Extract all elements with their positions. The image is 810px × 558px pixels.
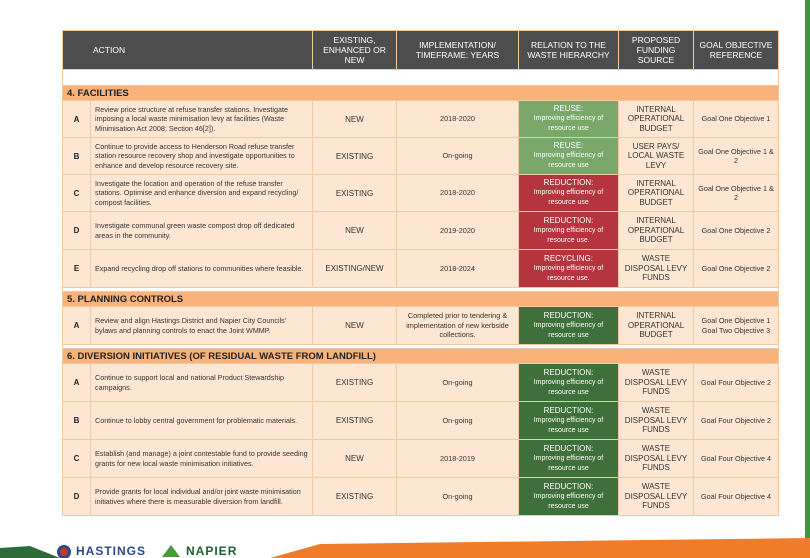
hierarchy-text: Improving efficiency of resource use.	[533, 226, 604, 244]
hierarchy-text: Improving efficiency of resource use	[533, 321, 604, 339]
header-status: EXISTING, ENHANCED OR NEW	[313, 31, 397, 70]
section-header	[63, 292, 779, 307]
row-letter: A	[63, 364, 91, 402]
row-letter: D	[63, 478, 91, 516]
status-cell: EXISTING/NEW	[313, 250, 397, 288]
header-relation: RELATION TO THE WASTE HIERARCHY	[519, 31, 619, 70]
header-goal: GOAL OBJECTIVE REFERENCE	[694, 31, 779, 70]
row-letter: B	[63, 402, 91, 440]
status-cell: NEW	[313, 307, 397, 345]
section-title: 5. PLANNING CONTROLS	[63, 292, 779, 307]
hierarchy-title: REUSE:	[553, 141, 584, 150]
funding-cell: INTERNAL OPERATIONAL BUDGET	[619, 101, 694, 138]
goal-cell: Goal Four Objective 4	[694, 440, 779, 478]
hierarchy-text: Improving efficiency of resource use	[533, 115, 604, 132]
table-row	[63, 478, 779, 516]
hierarchy-cell	[519, 440, 619, 478]
hierarchy-text: Improving efficiency of resource use	[533, 416, 604, 434]
hierarchy-text: Improving efficiency of resource use	[533, 152, 604, 169]
action-text: Investigate communal green waste compost drop off dedicated areas in the community.	[91, 212, 313, 250]
hierarchy-text: Improving efficiency of resource use.	[533, 264, 604, 282]
table-row	[63, 212, 779, 250]
section-spacer	[63, 70, 779, 86]
header-funding: PROPOSED FUNDING SOURCE	[619, 31, 694, 70]
action-text: Continue to support local and national Product Stewardship campaigns.	[91, 364, 313, 402]
implementation-cell: Completed prior to tendering & implementation of new kerbside collections.	[397, 307, 519, 345]
table-row	[63, 175, 779, 212]
row-letter: E	[63, 250, 91, 288]
goal-cell: Goal Four Objective 2	[694, 364, 779, 402]
goal-cell: Goal Four Objective 2	[694, 402, 779, 440]
hierarchy-title: REDUCTION:	[543, 367, 594, 377]
implementation-cell: On-going	[397, 138, 519, 175]
action-text: Continue to lobby central government for problematic materials.	[91, 402, 313, 440]
goal-cell: Goal One Objective 2	[694, 250, 779, 288]
funding-cell: INTERNAL OPERATIONAL BUDGET	[619, 212, 694, 250]
funding-cell: WASTE DISPOSAL LEVY FUNDS	[619, 440, 694, 478]
funding-cell: INTERNAL OPERATIONAL BUDGET	[619, 175, 694, 212]
hierarchy-title: REDUCTION:	[543, 443, 594, 453]
row-letter: B	[63, 138, 91, 175]
status-cell: EXISTING	[313, 478, 397, 516]
table-row	[63, 402, 779, 440]
hierarchy-text: Improving efficiency of resource use	[533, 492, 604, 510]
funding-cell: WASTE DISPOSAL LEVY FUNDS	[619, 364, 694, 402]
goal-cell: Goal One Objective 2	[694, 212, 779, 250]
table-row	[63, 138, 779, 175]
napier-logo	[160, 544, 237, 558]
hierarchy-title: REDUCTION:	[543, 178, 594, 187]
hierarchy-cell	[519, 364, 619, 402]
funding-cell: INTERNAL OPERATIONAL BUDGET	[619, 307, 694, 345]
action-text: Investigate the location and operation of the refuse transfer stations. Optimise and enhance diversion and expand recycling/ compost facilities.	[91, 175, 313, 212]
status-cell: NEW	[313, 101, 397, 138]
hierarchy-title: REDUCTION:	[543, 405, 594, 415]
funding-cell: WASTE DISPOSAL LEVY FUNDS	[619, 250, 694, 288]
status-cell: NEW	[313, 212, 397, 250]
implementation-cell: 2018-2020	[397, 101, 519, 138]
hastings-logo-text: HASTINGS	[76, 544, 147, 558]
hierarchy-cell	[519, 250, 619, 288]
table-row	[63, 307, 779, 345]
table-row	[63, 440, 779, 478]
table-row	[63, 101, 779, 138]
row-letter: A	[63, 101, 91, 138]
section-header	[63, 349, 779, 364]
hierarchy-cell	[519, 101, 619, 138]
action-text: Review price structure at refuse transfer stations. Investigate imposing a local waste minimisation levy at facilities (Waste Minimisation Act 2008; Section 46[2]).	[91, 101, 313, 138]
implementation-cell: 2018-2020	[397, 175, 519, 212]
row-letter: C	[63, 440, 91, 478]
goal-cell: Goal One Objective 1 & 2	[694, 175, 779, 212]
funding-cell: WASTE DISPOSAL LEVY FUNDS	[619, 478, 694, 516]
goal-cell: Goal One Objective 1 Goal Two Objective 3	[694, 307, 779, 345]
goal-cell: Goal One Objective 1 & 2	[694, 138, 779, 175]
hierarchy-cell	[519, 175, 619, 212]
funding-cell: WASTE DISPOSAL LEVY FUNDS	[619, 402, 694, 440]
status-cell: EXISTING	[313, 402, 397, 440]
table-row	[63, 250, 779, 288]
hierarchy-title: REDUCTION:	[543, 215, 594, 225]
row-letter: A	[63, 307, 91, 345]
action-text: Provide grants for local individual and/or joint waste minimisation initiatives where there is measurable diversion from landfill.	[91, 478, 313, 516]
hierarchy-text: Improving efficiency of resource use	[533, 378, 604, 396]
section-header	[63, 86, 779, 101]
goal-cell: Goal One Objective 1	[694, 101, 779, 138]
action-plan-table	[62, 30, 779, 516]
section-title: 4. FACILITIES	[63, 86, 779, 101]
page-edge-accent	[805, 0, 810, 558]
implementation-cell: On-going	[397, 402, 519, 440]
hierarchy-cell	[519, 307, 619, 345]
napier-logo-text: NAPIER	[186, 544, 238, 558]
hierarchy-title: REDUCTION:	[543, 310, 594, 320]
hierarchy-title: RECYCLING:	[544, 253, 593, 263]
implementation-cell: 2018-2019	[397, 440, 519, 478]
table-row	[63, 364, 779, 402]
row-letter: C	[63, 175, 91, 212]
hierarchy-title: REDUCTION:	[543, 481, 594, 491]
status-cell: EXISTING	[313, 364, 397, 402]
hierarchy-title: REUSE:	[553, 104, 584, 113]
action-text: Expand recycling drop off stations to communities where feasible.	[91, 250, 313, 288]
section-title: 6. DIVERSION INITIATIVES (OF RESIDUAL WASTE FROM LANDFILL)	[63, 349, 779, 364]
implementation-cell: On-going	[397, 478, 519, 516]
status-cell: NEW	[313, 440, 397, 478]
table-header-row	[63, 31, 779, 70]
action-text: Establish (and manage) a joint contestable fund to provide seeding grants for new local waste minimisation initiatives.	[91, 440, 313, 478]
status-cell: EXISTING	[313, 175, 397, 212]
action-text: Continue to provide access to Henderson Road refuse transfer station resource recovery shop and investigate opportunities to enhance and develop resource recovery site.	[91, 138, 313, 175]
hastings-crest-icon	[56, 544, 72, 558]
action-text: Review and align Hastings District and Napier City Councils' bylaws and planning controls to enact the Joint WMMP.	[91, 307, 313, 345]
footer-logos	[56, 544, 237, 558]
hierarchy-cell	[519, 478, 619, 516]
header-action: ACTION	[63, 31, 313, 70]
status-cell: EXISTING	[313, 138, 397, 175]
hierarchy-cell	[519, 212, 619, 250]
funding-cell: USER PAYS/ LOCAL WASTE LEVY	[619, 138, 694, 175]
table-body	[63, 70, 779, 516]
header-implementation: IMPLEMENTATION/ TIMEFRAME: YEARS	[397, 31, 519, 70]
hierarchy-cell	[519, 138, 619, 175]
row-letter: D	[63, 212, 91, 250]
goal-cell: Goal Four Objective 4	[694, 478, 779, 516]
hierarchy-cell	[519, 402, 619, 440]
hierarchy-text: Improving efficiency of resource use	[533, 189, 604, 206]
napier-leaf-icon	[160, 544, 182, 558]
hastings-logo	[56, 544, 146, 558]
implementation-cell: 2018-2024	[397, 250, 519, 288]
implementation-cell: On-going	[397, 364, 519, 402]
hierarchy-text: Improving efficiency of resource use	[533, 454, 604, 472]
implementation-cell: 2019-2020	[397, 212, 519, 250]
